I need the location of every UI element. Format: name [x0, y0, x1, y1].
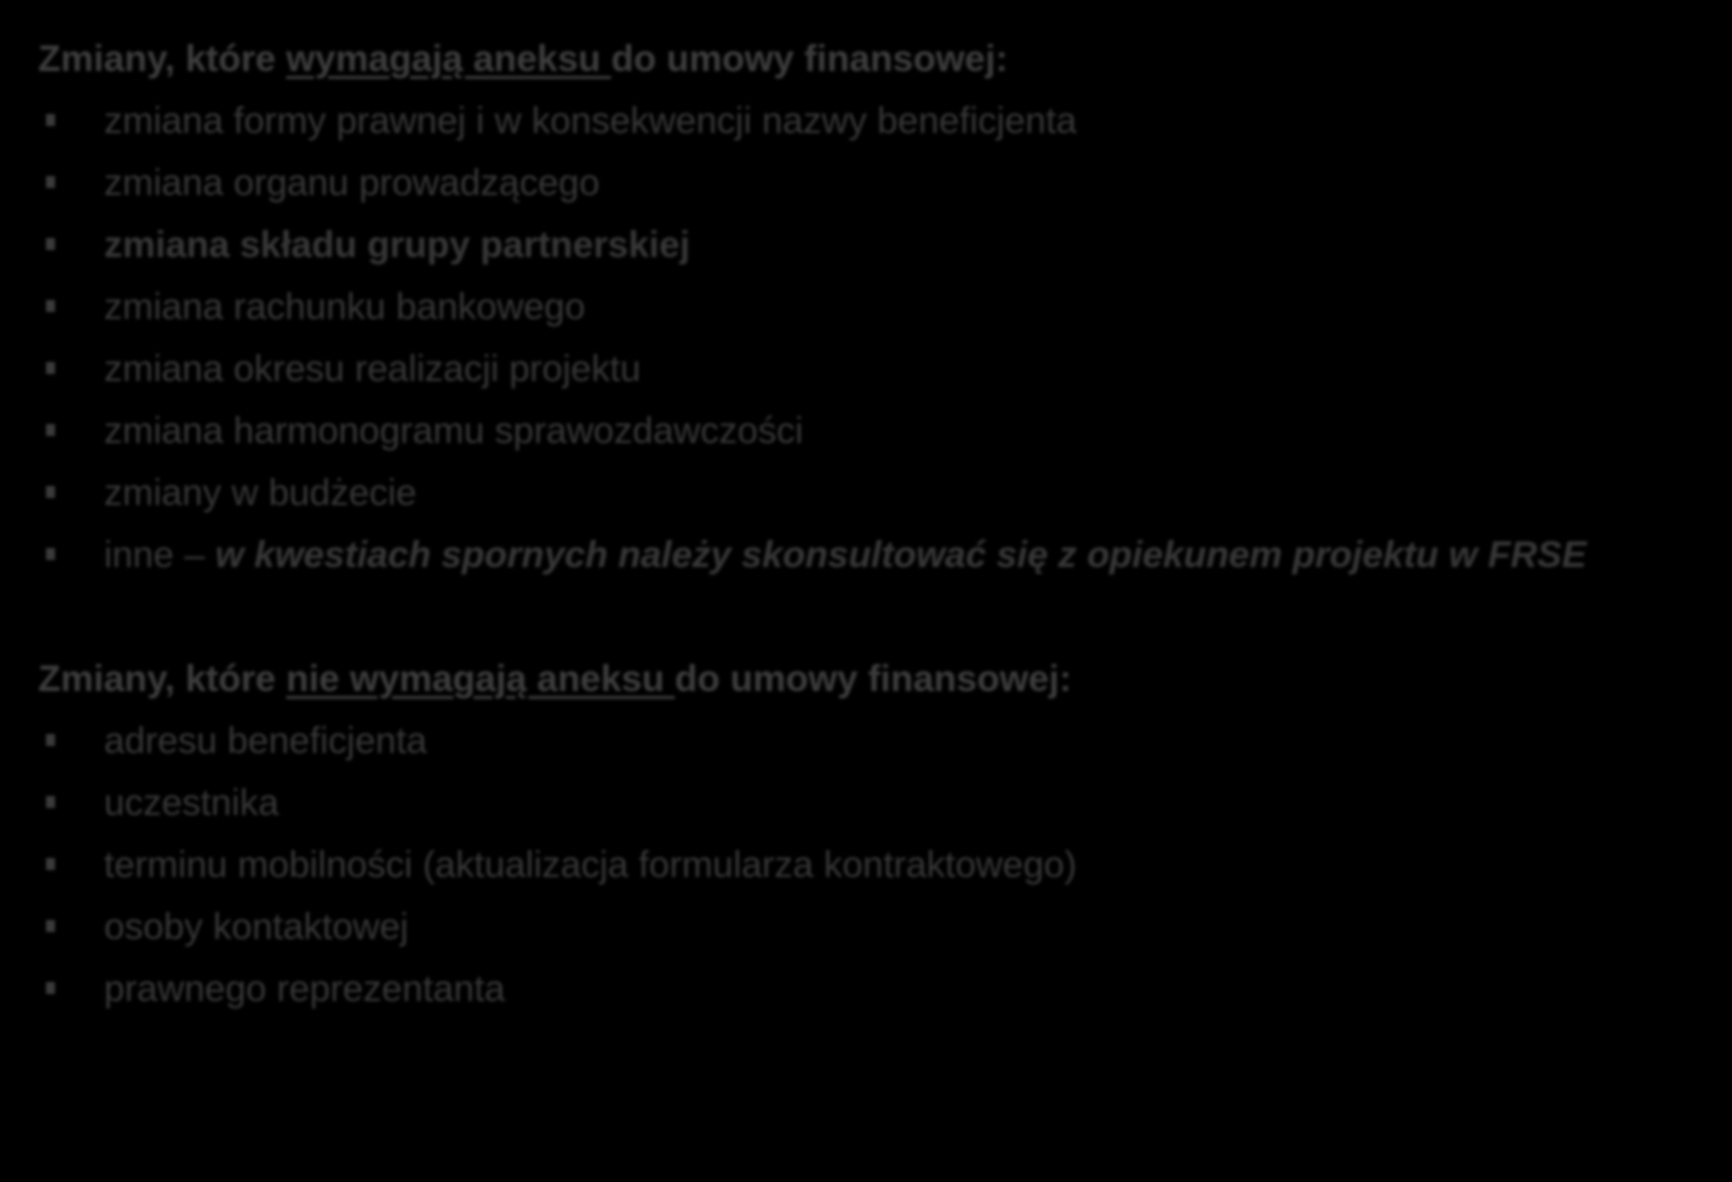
heading-annex-not-required — [38, 648, 1718, 710]
list-item-emphasis: w kwestiach spornych należy skonsultować się z opiekunem projektu w FRSE — [215, 534, 1587, 575]
square-bullet-icon — [46, 300, 55, 312]
heading-suffix: do umowy finansowej: — [674, 658, 1072, 699]
square-bullet-icon — [46, 114, 55, 126]
square-bullet-icon — [46, 920, 55, 932]
square-bullet-icon — [46, 982, 55, 994]
list-annex-not-required — [38, 710, 1718, 1020]
list-item — [38, 834, 1718, 896]
list-item — [38, 710, 1718, 772]
square-bullet-icon — [46, 362, 55, 374]
list-item-text: uczestnika — [104, 782, 279, 823]
list-item-text: adresu beneficjenta — [104, 720, 427, 761]
section-spacer — [38, 586, 1718, 648]
list-item-text: prawnego reprezentanta — [104, 968, 506, 1009]
heading-annex-required — [38, 28, 1718, 90]
list-item — [38, 958, 1718, 1020]
list-annex-required — [38, 90, 1718, 586]
list-item-text: zmiana rachunku bankowego — [104, 286, 586, 327]
list-item — [38, 772, 1718, 834]
list-item-text: inne – — [104, 534, 216, 575]
list-item — [38, 338, 1718, 400]
square-bullet-icon — [46, 176, 55, 188]
list-item-text: zmiana składu grupy partnerskiej — [104, 224, 691, 265]
list-item-text: zmiany w budżecie — [104, 472, 417, 513]
square-bullet-icon — [46, 238, 55, 250]
square-bullet-icon — [46, 548, 55, 560]
list-item — [38, 152, 1718, 214]
list-item — [38, 400, 1718, 462]
slide-content — [38, 28, 1718, 1020]
square-bullet-icon — [46, 796, 55, 808]
heading-prefix: Zmiany, które — [38, 658, 287, 699]
square-bullet-icon — [46, 486, 55, 498]
heading-underlined: nie wymagają aneksu — [286, 658, 675, 699]
list-item-text: zmiana formy prawnej i w konsekwencji nazwy beneficjenta — [104, 100, 1077, 141]
list-item — [38, 214, 1718, 276]
list-item — [38, 462, 1718, 524]
list-item-text: osoby kontaktowej — [104, 906, 409, 947]
heading-underlined: wymagają aneksu — [286, 38, 612, 79]
list-item-text: zmiana organu prowadzącego — [104, 162, 600, 203]
square-bullet-icon — [46, 858, 55, 870]
list-item-text: terminu mobilności (aktualizacja formularza kontraktowego) — [104, 844, 1077, 885]
list-item-text: zmiana harmonogramu sprawozdawczości — [104, 410, 804, 451]
list-item — [38, 90, 1718, 152]
list-item — [38, 524, 1718, 586]
list-item — [38, 896, 1718, 958]
heading-prefix: Zmiany, które — [38, 38, 287, 79]
square-bullet-icon — [46, 424, 55, 436]
list-item-text: zmiana okresu realizacji projektu — [104, 348, 641, 389]
heading-suffix: do umowy finansowej: — [611, 38, 1008, 79]
list-item — [38, 276, 1718, 338]
square-bullet-icon — [46, 734, 55, 746]
